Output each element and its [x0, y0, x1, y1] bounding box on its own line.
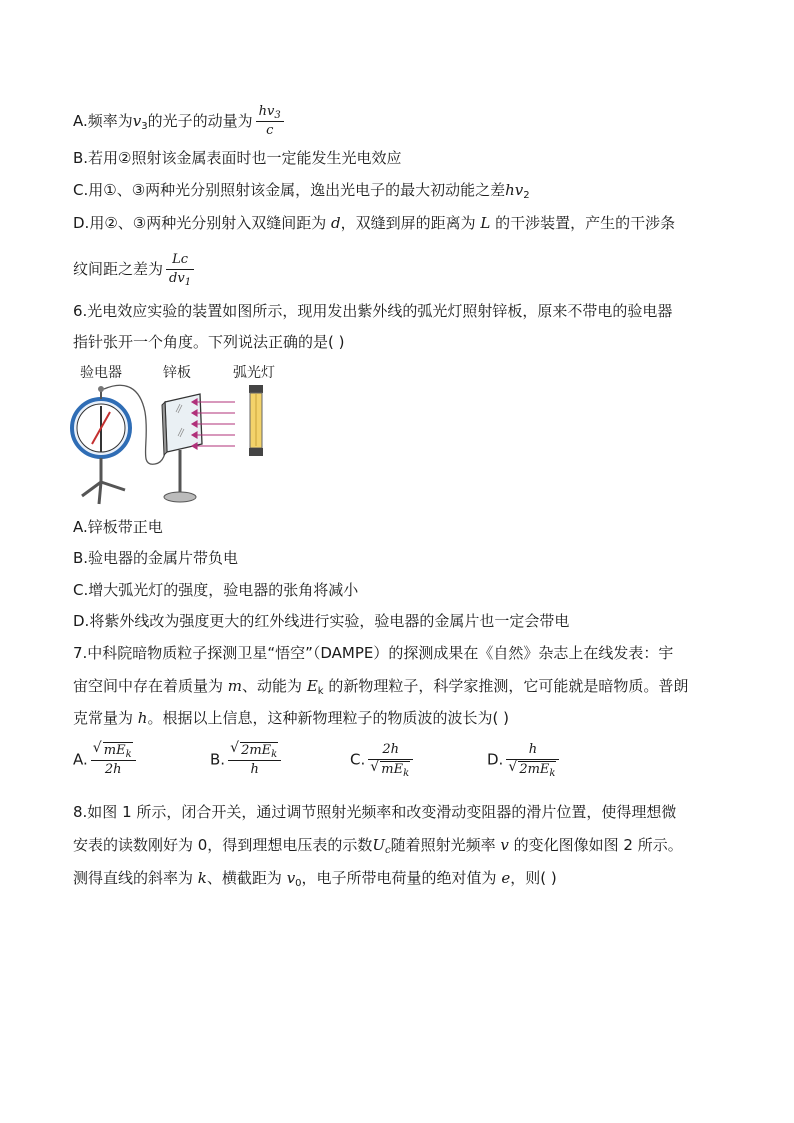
q8-text-a: 安表的读数刚好为 0，得到理想电压表的示数 — [73, 836, 373, 854]
q5-d-text3: 的干涉装置，产生的干涉条 — [495, 214, 676, 232]
q8-text-e: 、横截距为 — [206, 869, 282, 887]
q5-c-text: C.用①、③两种光分别照射该金属，逸出光电子的最大初动能之差 — [73, 181, 506, 199]
q7-letter-d: D. — [487, 750, 504, 769]
q7-text-b: 、动能为 — [242, 677, 303, 695]
q6-stem-line1: 6.光电效应实验的装置如图所示，现用发出紫外线的弧光灯照射锌板，原来不带电的验电器 — [73, 302, 673, 320]
q7-letter-a: A. — [73, 750, 88, 769]
electroscope-drawing — [72, 386, 130, 504]
q7-stem-line2: 宙空间中存在着质量为 m、动能为 $E_k$ 的新物理粒子，科学家推测，它可能就是暗物质。普朗 — [73, 677, 689, 697]
q8-stem-line2: 安表的读数刚好为 0，得到理想电压表的示数$U_c$随着照射光频率 v 的变化图像如图 2 所示。 — [73, 836, 683, 856]
q8-stem-line3: 测得直线的斜率为 k、横截距为 $v_0$，电子所带电荷量的绝对值为 e，则( ) — [73, 869, 557, 889]
fraction-lc-over-dv1: $\frac{Lc}{dv_1}$ — [166, 252, 194, 287]
q7-stem-line3: 克常量为 h。根据以上信息，这种新物理粒子的物质波的波长为( ) — [73, 709, 509, 727]
figure-label-arc-lamp: 弧光灯 — [233, 365, 275, 381]
figure-label-electroscope: 验电器 — [80, 365, 122, 381]
q7-option-d — [487, 742, 562, 778]
q7-option-c — [350, 742, 416, 778]
q8-text-c: 的变化图像如图 2 所示。 — [513, 836, 683, 854]
q6-option-d: D.将紫外线改为强度更大的红外线进行实验，验电器的金属片也一定会带电 — [73, 612, 570, 630]
q5-option-b: B.若用②照射该金属表面时也一定能发生光电效应 — [73, 149, 402, 167]
fraction-sqrt-mek-over-2h: √ $\frac{mE_k}{2h}$ — [91, 742, 136, 778]
q7-letter-b: B. — [210, 750, 226, 769]
q8-text-d: 测得直线的斜率为 — [73, 869, 194, 887]
fraction-hv3-over-c: $\frac{hv_3}{c}$ — [256, 104, 284, 139]
q5-d-text1: D.用②、③两种光分别射入双缝间距为 — [73, 214, 327, 232]
photoelectric-apparatus-figure — [70, 382, 290, 512]
q6-option-c: C.增大弧光灯的强度，验电器的张角将减小 — [73, 581, 359, 599]
q7-text-d: 克常量为 — [73, 709, 134, 727]
q6-stem-line2: 指针张开一个角度。下列说法正确的是( ) — [73, 333, 345, 351]
q6-option-b: B.验电器的金属片带负电 — [73, 549, 239, 567]
fraction-h-over-sqrt-2mek: h √ $2mE_k$ — [506, 742, 559, 778]
q5-option-a: A.频率为$v_3$的光子的动量为 $\frac{hv_3}{c}$ — [73, 104, 734, 139]
q5-d-text4: 纹间距之差为 — [73, 260, 164, 278]
q6-option-a: A.锌板带正电 — [73, 518, 163, 536]
q5-option-d-line1: D.用②、③两种光分别射入双缝间距为 d，双缝到屏的距离为 L 的干涉装置，产生的干涉条 — [73, 214, 676, 232]
q7-option-a — [73, 742, 139, 778]
figure-label-zinc-plate: 锌板 — [163, 365, 191, 381]
q5-a-text: A.频率为 — [73, 112, 133, 130]
q8-text-f: ，电子所带电荷量的绝对值为 — [301, 869, 497, 887]
q7-stem-line1: 7.中科院暗物质粒子探测卫星“悟空”（DAMPE）的探测成果在《自然》杂志上在线发表：宇 — [73, 644, 674, 662]
q8-stem-line1: 8.如图 1 所示，闭合开关，通过调节照射光频率和改变滑动变阻器的滑片位置，使得理想微 — [73, 803, 677, 821]
fraction-2h-over-sqrt-mek: 2h √ $mE_k$ — [368, 742, 413, 778]
q7-text-e: 。根据以上信息，这种新物理粒子的物质波的波长为( ) — [147, 709, 509, 727]
arc-lamp-drawing — [249, 385, 263, 456]
q7-text-a: 宙空间中存在着质量为 — [73, 677, 224, 695]
q7-option-b — [210, 742, 284, 778]
q5-option-c: C.用①、③两种光分别照射该金属，逸出光电子的最大初动能之差$hv_2$ — [73, 181, 530, 201]
q5-d-text2: ，双缝到屏的距离为 — [340, 214, 476, 232]
q5-option-d-line2 — [73, 252, 734, 287]
q7-letter-c: C. — [350, 750, 366, 769]
fraction-sqrt-2mek-over-h: √ $\frac{2mE_k}{h}$ — [228, 742, 281, 778]
q5-a-mid: 的光子的动量为 — [147, 112, 253, 130]
q8-text-b: 随着照射光频率 — [390, 836, 496, 854]
q7-text-c: 的新物理粒子，科学家推测，它可能就是暗物质。普朗 — [328, 677, 689, 695]
q8-text-g: ，则( ) — [510, 869, 557, 887]
